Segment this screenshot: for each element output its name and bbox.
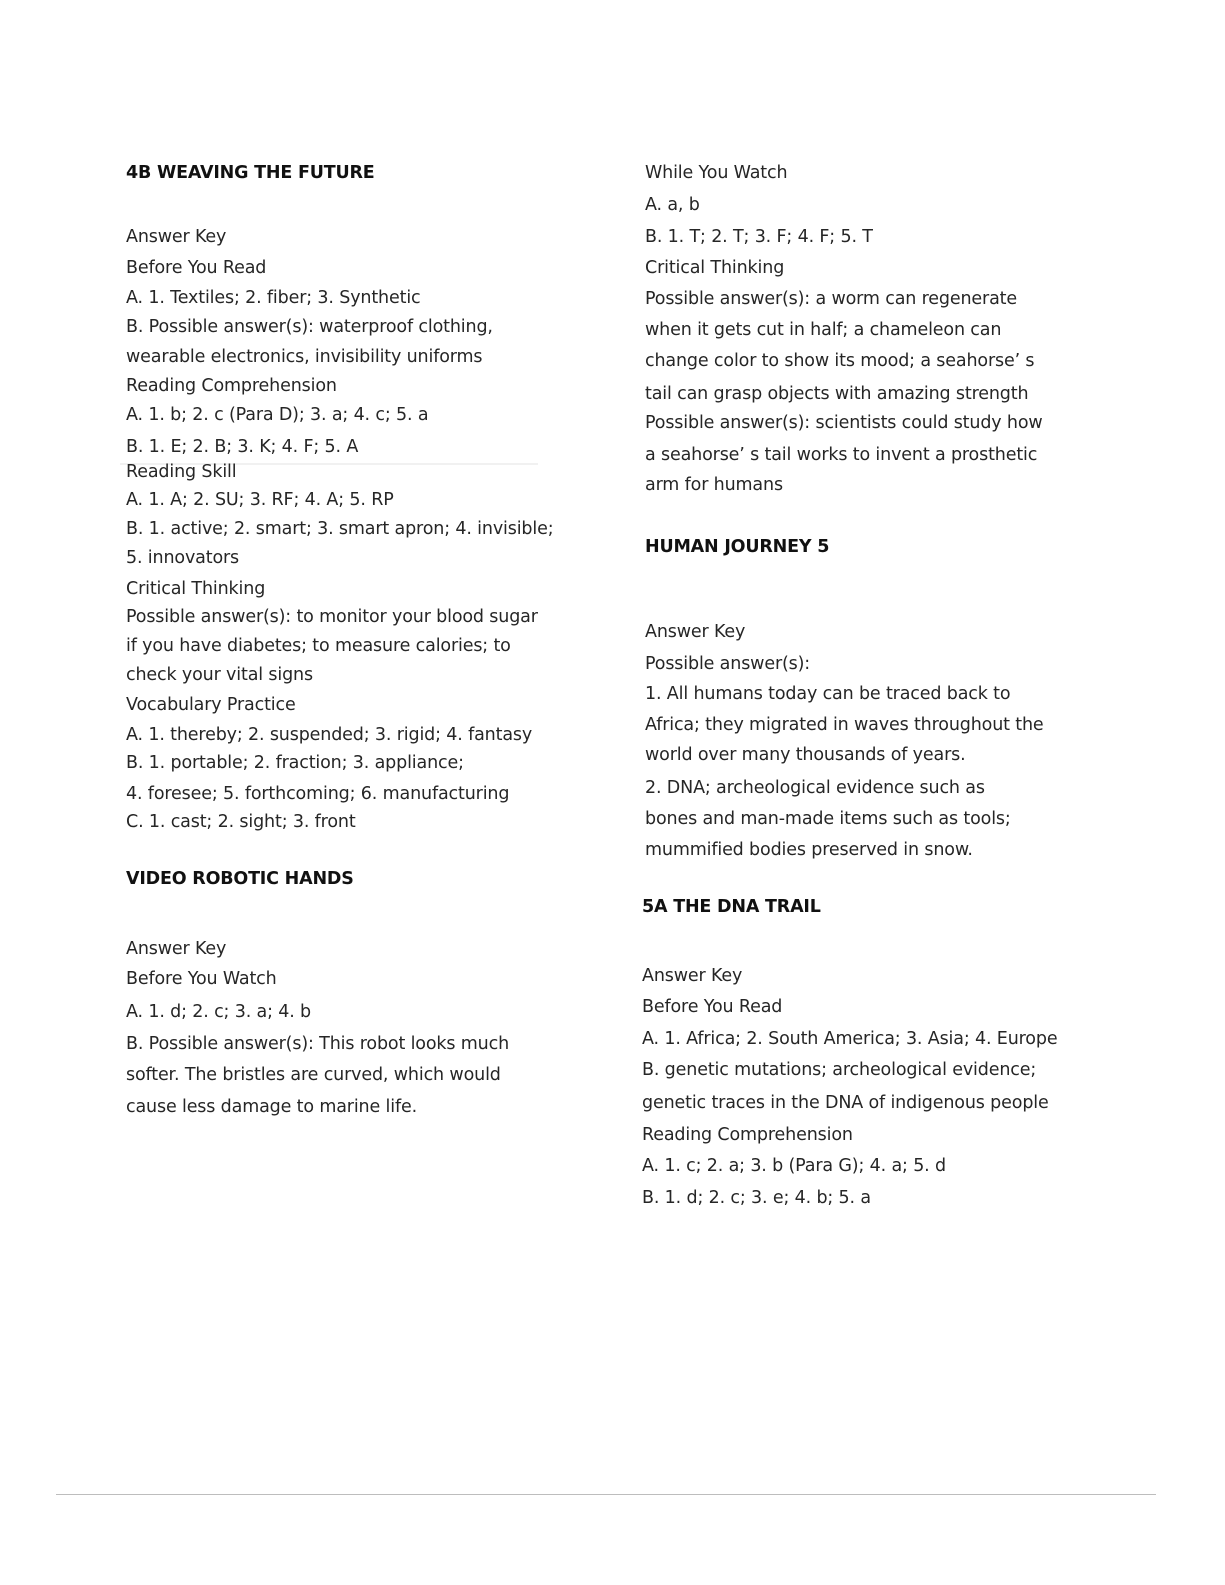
answer-key-label: Answer Key: [126, 939, 227, 959]
answer-line: A. a, b: [645, 195, 700, 215]
answer-line: genetic traces in the DNA of indigenous people: [642, 1093, 1049, 1113]
answer-line: Possible answer(s): scientists could study how: [645, 413, 1043, 433]
answer-line: mummified bodies preserved in snow.: [645, 840, 973, 860]
answer-line: A. 1. A; 2. SU; 3. RF; 4. A; 5. RP: [126, 490, 394, 510]
subsection-label: While You Watch: [645, 163, 788, 183]
answer-line: Possible answer(s):: [645, 654, 811, 674]
answer-line: B. genetic mutations; archeological evidence;: [642, 1060, 1037, 1080]
answer-line: a seahorse’ s tail works to invent a prosthetic: [645, 445, 1038, 465]
answer-line: 4. foresee; 5. forthcoming; 6. manufacturing: [126, 784, 510, 804]
footer-divider: [56, 1494, 1156, 1495]
answer-line: B. Possible answer(s): This robot looks much: [126, 1034, 510, 1054]
subsection-label: Before You Watch: [126, 969, 277, 989]
answer-line: A. 1. Textiles; 2. fiber; 3. Synthetic: [126, 288, 421, 308]
answer-line: A. 1. Africa; 2. South America; 3. Asia; 4. Europe: [642, 1029, 1058, 1049]
section-title-video-robotic-hands: VIDEO ROBOTIC HANDS: [126, 869, 354, 889]
answer-key-label: Answer Key: [642, 966, 743, 986]
answer-line: 5. innovators: [126, 548, 240, 568]
answer-line: wearable electronics, invisibility uniforms: [126, 347, 483, 367]
answer-line: Possible answer(s): a worm can regenerate: [645, 289, 1017, 309]
section-title-5a-the-dna-trail: 5A THE DNA TRAIL: [642, 897, 821, 917]
answer-line: B. 1. d; 2. c; 3. e; 4. b; 5. a: [642, 1188, 871, 1208]
answer-line: softer. The bristles are curved, which would: [126, 1065, 501, 1085]
subsection-label: Critical Thinking: [126, 579, 266, 599]
subsection-label: Before You Read: [126, 258, 267, 278]
answer-line: tail can grasp objects with amazing strength: [645, 384, 1029, 404]
answer-line: A. 1. thereby; 2. suspended; 3. rigid; 4. fantasy: [126, 725, 533, 745]
subsection-label: Critical Thinking: [645, 258, 785, 278]
answer-line: 1. All humans today can be traced back to: [645, 684, 1011, 704]
answer-line: world over many thousands of years.: [645, 745, 966, 765]
answer-line: B. 1. T; 2. T; 3. F; 4. F; 5. T: [645, 227, 873, 247]
subsection-label: Vocabulary Practice: [126, 695, 296, 715]
answer-line: A. 1. c; 2. a; 3. b (Para G); 4. a; 5. d: [642, 1156, 946, 1176]
answer-key-label: Answer Key: [126, 227, 227, 247]
answer-line: B. 1. E; 2. B; 3. K; 4. F; 5. A: [126, 437, 359, 457]
answer-line: C. 1. cast; 2. sight; 3. front: [126, 812, 356, 832]
answer-line: B. Possible answer(s): waterproof clothing,: [126, 317, 493, 337]
answer-line: bones and man-made items such as tools;: [645, 809, 1011, 829]
subsection-label: Reading Comprehension: [642, 1125, 853, 1145]
answer-key-label: Answer Key: [645, 622, 746, 642]
answer-line: change color to show its mood; a seahorse’ s: [645, 351, 1035, 371]
answer-line: B. 1. portable; 2. fraction; 3. appliance;: [126, 753, 464, 773]
answer-line: A. 1. b; 2. c (Para D); 3. a; 4. c; 5. a: [126, 405, 429, 425]
answer-line: 2. DNA; archeological evidence such as: [645, 778, 985, 798]
section-title-weaving-the-future: 4B WEAVING THE FUTURE: [126, 163, 375, 183]
answer-line: cause less damage to marine life.: [126, 1097, 417, 1117]
answer-line: Africa; they migrated in waves throughout the: [645, 715, 1044, 735]
answer-line: check your vital signs: [126, 665, 313, 685]
answer-line: if you have diabetes; to measure calories; to: [126, 636, 511, 656]
answer-line: arm for humans: [645, 475, 783, 495]
subsection-label: Reading Comprehension: [126, 376, 337, 396]
answer-line: B. 1. active; 2. smart; 3. smart apron; 4. invisible;: [126, 519, 554, 539]
answer-line: A. 1. d; 2. c; 3. a; 4. b: [126, 1002, 312, 1022]
subsection-label: Before You Read: [642, 997, 783, 1017]
section-title-human-journey-5: HUMAN JOURNEY 5: [645, 537, 830, 557]
subsection-label: Reading Skill: [126, 462, 237, 482]
answer-line: when it gets cut in half; a chameleon can: [645, 320, 1002, 340]
answer-line: Possible answer(s): to monitor your blood sugar: [126, 607, 538, 627]
